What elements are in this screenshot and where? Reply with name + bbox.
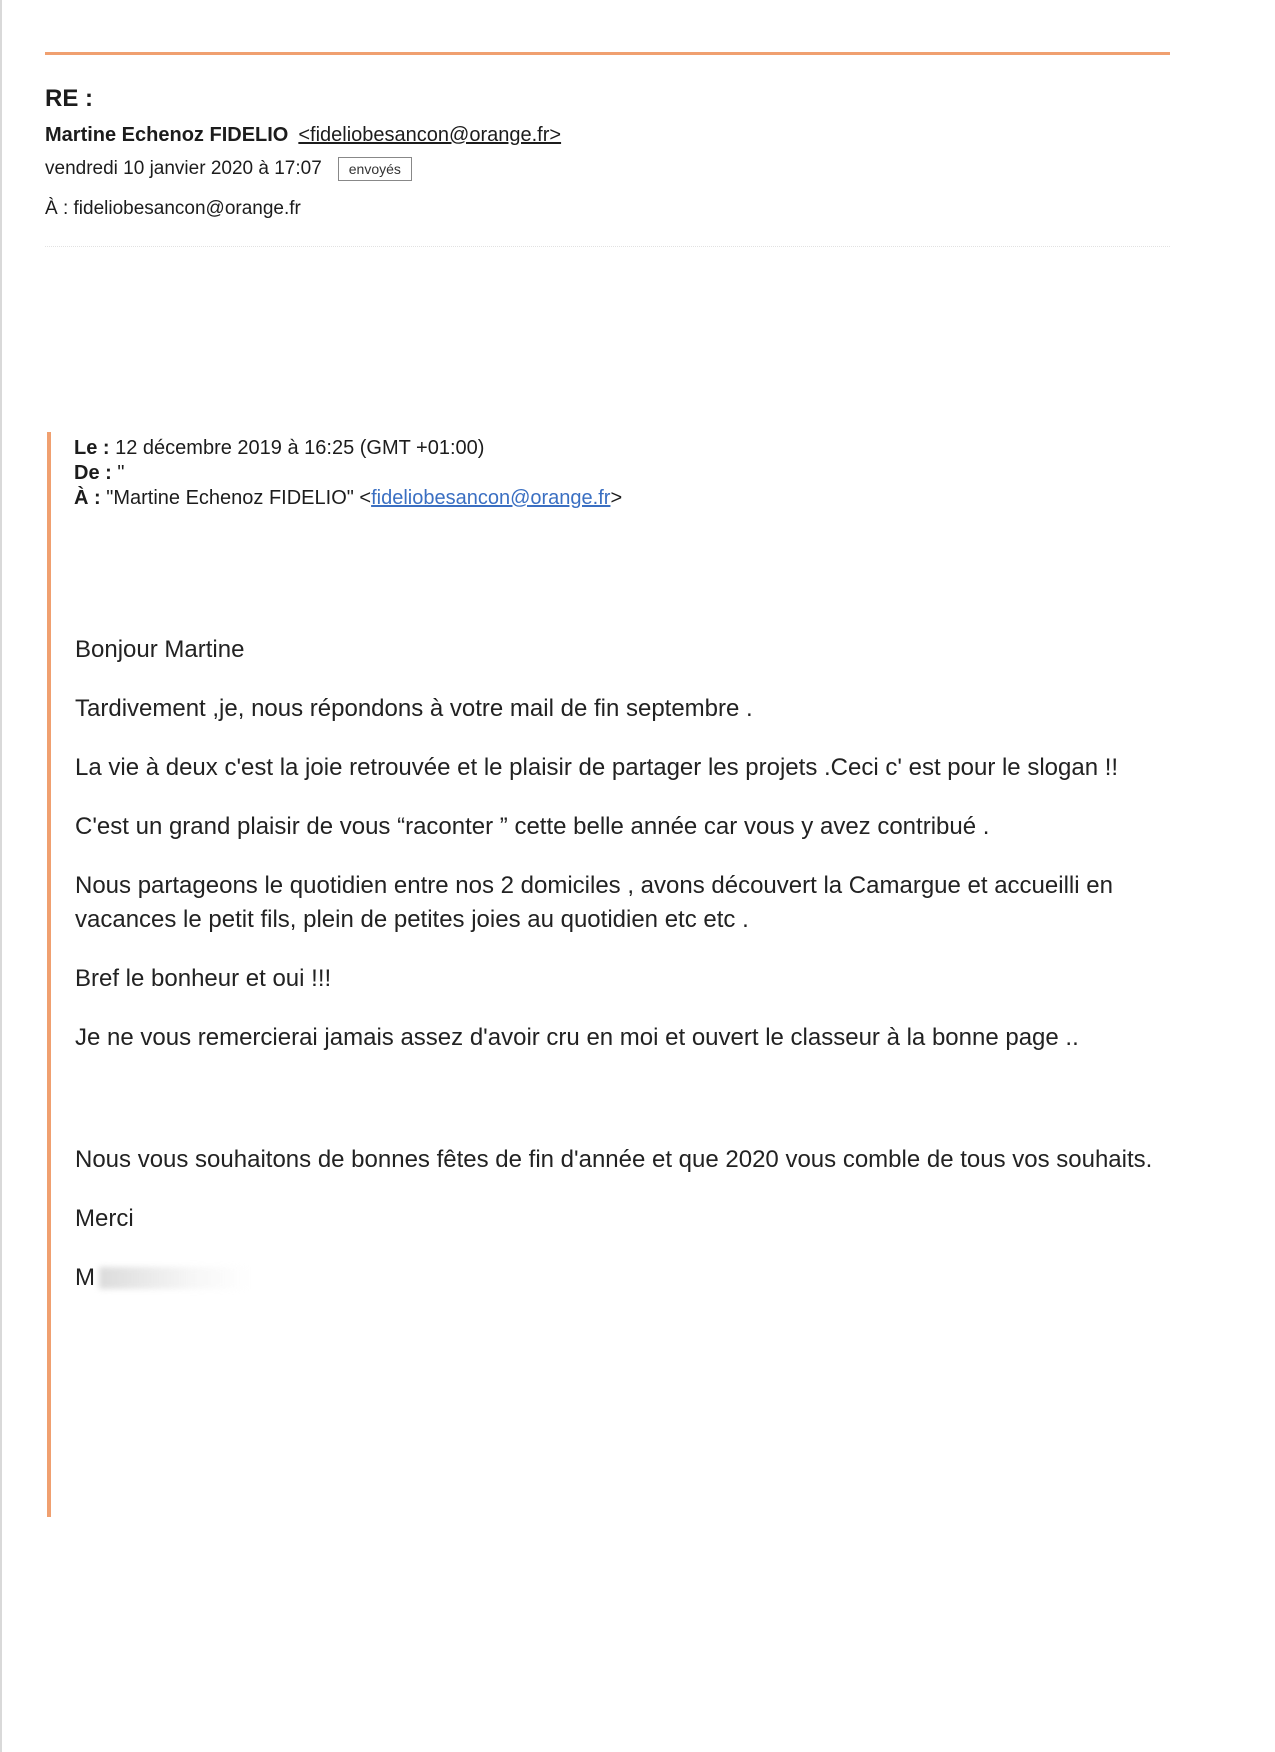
quoted-date-value: 12 décembre 2019 à 16:25 (GMT +01:00) (109, 437, 485, 459)
recipient-line: À : fideliobesancon@orange.fr (45, 198, 301, 219)
closing: Merci (75, 1205, 134, 1232)
sender-email-link[interactable]: <fideliobesancon@orange.fr> (298, 124, 562, 146)
message-body (75, 633, 1155, 1295)
date-line (45, 152, 1165, 186)
signature (75, 1261, 1155, 1295)
quoted-to-line (74, 486, 622, 511)
top-divider (45, 52, 1170, 55)
paragraph-5: Bref le bonheur et oui !!! (75, 965, 332, 992)
quoted-to-label: À : (74, 487, 101, 509)
greeting: Bonjour Martine (75, 636, 245, 663)
quoted-header (74, 436, 622, 511)
paragraph-3: C'est un grand plaisir de vous “raconter ” cette belle année car vous y avez contribué . (75, 813, 990, 840)
paragraph-7: Nous vous souhaitons de bonnes fêtes de fin d'année et que 2020 vous comble de tous vos souhaits. (75, 1146, 1153, 1173)
quoted-from-value: " (111, 462, 125, 484)
quoted-from-label: De : (74, 462, 112, 484)
quoted-to-close: > (610, 487, 623, 509)
quoted-date-label: Le : (74, 437, 110, 459)
paragraph-2: La vie à deux c'est la joie retrouvée et le plaisir de partager les projets .Ceci c' est pour le slogan !! (75, 754, 1119, 781)
header-divider (45, 246, 1170, 248)
page-edge (0, 0, 2, 1752)
email-date: vendredi 10 janvier 2020 à 17:07 (45, 158, 322, 179)
paragraph-6: Je ne vous remercierai jamais assez d'avoir cru en moi et ouvert le classeur à la bonne page .. (75, 1024, 1079, 1051)
quoted-date-line (74, 436, 622, 461)
quoted-to-email-link[interactable]: fideliobesancon@orange.fr (371, 487, 611, 509)
sender-line (45, 118, 1165, 152)
redacted-signature (99, 1267, 249, 1289)
quoted-to-name: "Martine Echenoz FIDELIO" < (100, 487, 372, 509)
folder-badge[interactable]: envoyés (338, 157, 412, 181)
quote-bar (47, 432, 51, 1517)
paragraph-4: Nous partageons le quotidien entre nos 2 domiciles , avons découvert la Camargue et accueilli en vacances le petit fils, plein de petites joies au quotidien etc etc . (75, 872, 1113, 933)
email-header (45, 82, 1165, 226)
sender-name: Martine Echenoz FIDELIO (45, 124, 289, 146)
signature-initial: M (75, 1264, 95, 1291)
email-subject: RE : (45, 85, 93, 112)
quoted-from-line (74, 461, 622, 486)
paragraph-1: Tardivement ,je, nous répondons à votre mail de fin septembre . (75, 695, 753, 722)
